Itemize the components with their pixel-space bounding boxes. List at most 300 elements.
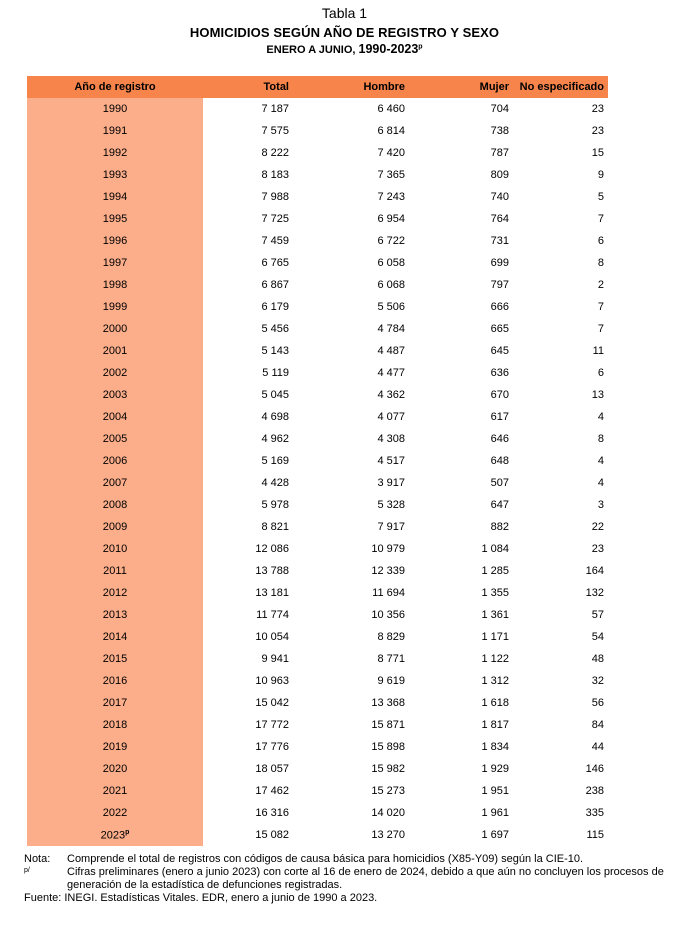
- column-header-mujer: Mujer: [409, 76, 513, 98]
- cell-total-value: 5 143: [261, 345, 289, 357]
- cell-year-value: 2019: [102, 741, 128, 753]
- cell-no-especificado-value: 54: [591, 631, 604, 643]
- table-row: [27, 648, 608, 670]
- cell-hombre-value: 5 328: [377, 499, 405, 511]
- cell-total-value: 6 765: [261, 257, 289, 269]
- cell-no-especificado: [513, 560, 608, 582]
- table-row: [27, 780, 608, 802]
- cell-year: [27, 428, 203, 450]
- cell-year: [27, 824, 203, 846]
- cell-hombre: [293, 296, 409, 318]
- cell-year: [27, 692, 203, 714]
- cell-mujer-value: 699: [490, 257, 509, 269]
- cell-hombre: [293, 758, 409, 780]
- cell-no-especificado-value: 146: [585, 763, 604, 775]
- cell-hombre: [293, 450, 409, 472]
- cell-total-value: 9 941: [261, 653, 289, 665]
- cell-hombre-value: 4 362: [377, 389, 405, 401]
- cell-year: [27, 318, 203, 340]
- cell-total: [203, 142, 293, 164]
- cell-no-especificado-value: 9: [597, 169, 604, 181]
- cell-total: [203, 164, 293, 186]
- cell-total: [203, 98, 293, 120]
- cell-hombre: [293, 780, 409, 802]
- year-superscript: p: [125, 828, 130, 836]
- cell-hombre: [293, 274, 409, 296]
- cell-total: [203, 494, 293, 516]
- source-row: [24, 892, 664, 905]
- cell-hombre-value: 15 982: [371, 763, 405, 775]
- cell-mujer-value: 764: [490, 213, 509, 225]
- cell-total: [203, 362, 293, 384]
- cell-total-value: 15 082: [255, 829, 289, 841]
- cell-no-especificado-value: 115: [586, 829, 604, 841]
- cell-mujer: [409, 670, 513, 692]
- cell-hombre-value: 6 814: [377, 125, 405, 137]
- cell-year-value: 2009: [102, 521, 128, 533]
- cell-total-value: 4 962: [261, 433, 289, 445]
- cell-mujer: [409, 208, 513, 230]
- table-row: [27, 670, 608, 692]
- cell-mujer: [409, 758, 513, 780]
- table-row: [27, 362, 608, 384]
- cell-total: [203, 780, 293, 802]
- cell-no-especificado: [513, 384, 608, 406]
- table-row: [27, 450, 608, 472]
- cell-total: [203, 450, 293, 472]
- cell-total: [203, 582, 293, 604]
- cell-total: [203, 384, 293, 406]
- cell-total: [203, 340, 293, 362]
- cell-mujer-value: 666: [490, 301, 509, 313]
- cell-mujer: [409, 692, 513, 714]
- cell-mujer: [409, 318, 513, 340]
- cell-hombre: [293, 384, 409, 406]
- cell-year: [27, 98, 203, 120]
- cell-hombre: [293, 98, 409, 120]
- cell-mujer: [409, 252, 513, 274]
- table-row: [27, 604, 608, 626]
- cell-mujer: [409, 142, 513, 164]
- table-row: [27, 538, 608, 560]
- cell-no-especificado: [513, 450, 608, 472]
- cell-year-value: 2018: [102, 719, 128, 731]
- cell-no-especificado: [513, 274, 608, 296]
- homicides-table: [27, 76, 608, 846]
- cell-hombre-value: 6 058: [377, 257, 405, 269]
- table-row: [27, 472, 608, 494]
- cell-year: [27, 362, 203, 384]
- cell-no-especificado-value: 23: [591, 103, 604, 115]
- cell-hombre: [293, 824, 409, 846]
- cell-mujer: [409, 472, 513, 494]
- table-row: [27, 274, 608, 296]
- cell-no-especificado-value: 84: [591, 719, 604, 731]
- cell-hombre-value: 4 517: [377, 455, 405, 467]
- cell-hombre-value: 7 365: [377, 169, 405, 181]
- cell-hombre: [293, 428, 409, 450]
- cell-total-value: 11 774: [256, 609, 289, 621]
- cell-no-especificado-value: 56: [591, 697, 604, 709]
- cell-no-especificado: [513, 780, 608, 802]
- cell-no-especificado-value: 132: [585, 587, 604, 599]
- cell-no-especificado-value: 3: [597, 499, 604, 511]
- cell-total: [203, 472, 293, 494]
- cell-no-especificado-value: 7: [597, 323, 604, 335]
- cell-hombre: [293, 318, 409, 340]
- cell-hombre: [293, 714, 409, 736]
- cell-total: [203, 670, 293, 692]
- cell-total: [203, 604, 293, 626]
- cell-no-especificado: [513, 252, 608, 274]
- cell-hombre-value: 4 308: [377, 433, 405, 445]
- cell-hombre-value: 8 771: [377, 653, 405, 665]
- table-notes: [24, 853, 664, 905]
- cell-mujer-value: 704: [490, 103, 509, 115]
- cell-hombre-value: 7 420: [377, 147, 405, 159]
- cell-mujer: [409, 494, 513, 516]
- cell-year: [27, 516, 203, 538]
- cell-year: [27, 648, 203, 670]
- cell-total-value: 6 867: [261, 279, 289, 291]
- cell-year: [27, 802, 203, 824]
- table-row: [27, 494, 608, 516]
- cell-hombre: [293, 186, 409, 208]
- cell-no-especificado: [513, 582, 608, 604]
- cell-no-especificado: [513, 296, 608, 318]
- cell-total: [203, 538, 293, 560]
- table-row: [27, 164, 608, 186]
- cell-total-value: 12 086: [255, 543, 289, 555]
- cell-total-value: 4 698: [261, 411, 289, 423]
- cell-no-especificado: [513, 670, 608, 692]
- cell-mujer-value: 617: [490, 411, 509, 423]
- cell-total-value: 10 054: [255, 631, 289, 643]
- cell-year-value: 2006: [102, 455, 128, 467]
- cell-no-especificado: [513, 318, 608, 340]
- cell-mujer-value: 882: [490, 521, 509, 533]
- cell-total-value: 13 181: [255, 587, 289, 599]
- cell-mujer: [409, 362, 513, 384]
- table-row: [27, 714, 608, 736]
- cell-mujer: [409, 736, 513, 758]
- cell-total: [203, 626, 293, 648]
- note-label: Nota:: [24, 853, 51, 865]
- table-row: [27, 252, 608, 274]
- cell-no-especificado: [513, 758, 608, 780]
- cell-mujer-value: 1 618: [481, 697, 509, 709]
- cell-hombre-value: 7 917: [377, 521, 405, 533]
- cell-no-especificado: [513, 692, 608, 714]
- cell-no-especificado: [513, 362, 608, 384]
- cell-mujer: [409, 604, 513, 626]
- cell-total-value: 16 316: [255, 807, 289, 819]
- cell-year-value: 1993: [102, 169, 128, 181]
- cell-mujer: [409, 230, 513, 252]
- cell-no-especificado: [513, 340, 608, 362]
- cell-no-especificado-value: 2: [597, 279, 604, 291]
- cell-mujer: [409, 648, 513, 670]
- cell-total: [203, 296, 293, 318]
- table-row: [27, 120, 608, 142]
- table-row: [27, 560, 608, 582]
- cell-no-especificado-value: 5: [597, 191, 604, 203]
- cell-mujer: [409, 560, 513, 582]
- cell-mujer-value: 1 312: [481, 675, 509, 687]
- cell-mujer-value: 1 355: [481, 587, 509, 599]
- cell-total-value: 7 459: [261, 235, 289, 247]
- cell-total-value: 17 776: [255, 741, 289, 753]
- cell-mujer: [409, 714, 513, 736]
- cell-hombre-value: 4 784: [377, 323, 405, 335]
- cell-mujer: [409, 384, 513, 406]
- cell-year-value: 2002: [102, 367, 128, 379]
- cell-mujer: [409, 428, 513, 450]
- cell-hombre: [293, 164, 409, 186]
- cell-hombre-value: 6 722: [377, 235, 405, 247]
- cell-mujer-value: 647: [490, 499, 509, 511]
- cell-year-value: 2001: [102, 345, 128, 357]
- cell-year: [27, 714, 203, 736]
- preliminary-label: p/: [24, 867, 30, 874]
- cell-year-value: 2022: [102, 807, 128, 819]
- cell-hombre: [293, 648, 409, 670]
- cell-no-especificado: [513, 538, 608, 560]
- cell-year-value: 2004: [102, 411, 128, 423]
- cell-year-value: 2000: [102, 323, 128, 335]
- cell-mujer-value: 1 817: [481, 719, 509, 731]
- table-row: [27, 340, 608, 362]
- cell-mujer: [409, 98, 513, 120]
- cell-no-especificado-value: 23: [591, 125, 604, 137]
- cell-total-value: 8 222: [261, 147, 289, 159]
- cell-total: [203, 428, 293, 450]
- table-row: [27, 296, 608, 318]
- cell-hombre-value: 11 694: [372, 587, 405, 599]
- table-row: [27, 692, 608, 714]
- cell-mujer: [409, 582, 513, 604]
- cell-mujer-value: 1 929: [481, 763, 509, 775]
- cell-year-value: 2023: [100, 829, 126, 842]
- cell-mujer-value: 740: [490, 191, 509, 203]
- cell-no-especificado-value: 4: [597, 455, 604, 467]
- cell-mujer-value: 1 285: [481, 565, 509, 577]
- cell-mujer: [409, 802, 513, 824]
- cell-mujer-value: 507: [490, 477, 509, 489]
- column-header-no-especificado: No especificado: [513, 76, 608, 98]
- table-subtitle: [0, 42, 689, 56]
- cell-no-especificado-value: 4: [597, 477, 604, 489]
- cell-year: [27, 472, 203, 494]
- cell-year: [27, 604, 203, 626]
- cell-total: [203, 120, 293, 142]
- cell-hombre: [293, 802, 409, 824]
- cell-total-value: 5 456: [261, 323, 289, 335]
- cell-year: [27, 384, 203, 406]
- cell-hombre-value: 4 077: [377, 411, 405, 423]
- cell-no-especificado: [513, 230, 608, 252]
- column-header-hombre: Hombre: [293, 76, 409, 98]
- cell-no-especificado-value: 15: [591, 147, 604, 159]
- cell-year: [27, 296, 203, 318]
- cell-total-value: 7 725: [261, 213, 289, 225]
- cell-mujer-value: 1 951: [481, 785, 509, 797]
- cell-no-especificado: [513, 142, 608, 164]
- cell-year-value: 2017: [102, 697, 128, 709]
- cell-no-especificado-value: 13: [591, 389, 604, 401]
- cell-mujer-value: 1 697: [481, 829, 509, 841]
- cell-hombre-value: 12 339: [371, 565, 405, 577]
- cell-no-especificado: [513, 98, 608, 120]
- cell-no-especificado-value: 48: [591, 653, 604, 665]
- cell-hombre: [293, 142, 409, 164]
- cell-mujer: [409, 164, 513, 186]
- cell-total: [203, 230, 293, 252]
- table-row: [27, 230, 608, 252]
- cell-total-value: 15 042: [255, 697, 289, 709]
- source-text: INEGI. Estadísticas Vitales. EDR, enero a junio de 1990 a 2023.: [64, 892, 378, 904]
- cell-no-especificado-value: 22: [591, 521, 604, 533]
- cell-total: [203, 824, 293, 846]
- cell-hombre: [293, 472, 409, 494]
- cell-total: [203, 208, 293, 230]
- cell-mujer-value: 731: [490, 235, 509, 247]
- cell-no-especificado: [513, 824, 608, 846]
- cell-year: [27, 120, 203, 142]
- column-header-total: Total: [203, 76, 293, 98]
- cell-year: [27, 758, 203, 780]
- cell-year: [27, 164, 203, 186]
- cell-no-especificado: [513, 714, 608, 736]
- cell-year-value: 1996: [102, 235, 128, 247]
- cell-total: [203, 736, 293, 758]
- cell-total-value: 7 187: [261, 103, 289, 115]
- table-row: [27, 824, 608, 846]
- cell-total-value: 5 978: [261, 499, 289, 511]
- cell-mujer-value: 1 084: [481, 543, 509, 555]
- cell-hombre-value: 3 917: [377, 477, 405, 489]
- cell-total-value: 5 119: [262, 367, 289, 379]
- cell-hombre: [293, 582, 409, 604]
- cell-mujer-value: 670: [490, 389, 509, 401]
- cell-no-especificado: [513, 406, 608, 428]
- cell-mujer-value: 1 361: [481, 609, 509, 621]
- cell-no-especificado-value: 44: [591, 741, 604, 753]
- cell-year-value: 1991: [102, 125, 128, 137]
- table-row: [27, 98, 608, 120]
- cell-no-especificado: [513, 626, 608, 648]
- cell-year-value: 2011: [103, 565, 127, 577]
- cell-total-value: 13 788: [255, 565, 289, 577]
- cell-mujer-value: 636: [490, 367, 509, 379]
- cell-total-value: 18 057: [255, 763, 289, 775]
- cell-total: [203, 758, 293, 780]
- cell-total-value: 7 988: [261, 191, 289, 203]
- cell-mujer: [409, 780, 513, 802]
- cell-no-especificado-value: 7: [597, 301, 604, 313]
- cell-year-value: 2005: [102, 433, 128, 445]
- cell-year-value: 1998: [102, 279, 128, 291]
- cell-no-especificado: [513, 120, 608, 142]
- cell-total: [203, 318, 293, 340]
- cell-no-especificado: [513, 494, 608, 516]
- cell-hombre: [293, 516, 409, 538]
- table-row: [27, 802, 608, 824]
- cell-year-value: 1994: [102, 191, 128, 203]
- cell-no-especificado: [513, 208, 608, 230]
- cell-mujer: [409, 538, 513, 560]
- cell-total: [203, 406, 293, 428]
- table-row: [27, 626, 608, 648]
- cell-hombre-value: 13 368: [371, 697, 405, 709]
- cell-hombre: [293, 120, 409, 142]
- cell-no-especificado-value: 32: [591, 675, 604, 687]
- cell-mujer-value: 809: [490, 169, 509, 181]
- cell-no-especificado: [513, 164, 608, 186]
- cell-year-value: 2010: [102, 543, 128, 555]
- note-text: [67, 853, 664, 866]
- cell-hombre: [293, 252, 409, 274]
- cell-year: [27, 626, 203, 648]
- cell-no-especificado: [513, 516, 608, 538]
- cell-mujer-value: 738: [490, 125, 509, 137]
- table-header-row: [27, 76, 608, 98]
- cell-year-value: 2020: [102, 763, 128, 775]
- cell-total: [203, 186, 293, 208]
- cell-hombre: [293, 340, 409, 362]
- cell-hombre: [293, 670, 409, 692]
- preliminary-note-row: [24, 866, 664, 892]
- cell-year: [27, 340, 203, 362]
- cell-no-especificado: [513, 802, 608, 824]
- cell-year: [27, 582, 203, 604]
- cell-year-value: 2007: [102, 477, 128, 489]
- cell-total: [203, 274, 293, 296]
- cell-total-value: 8 183: [261, 169, 289, 181]
- cell-total-value: 17 462: [255, 785, 289, 797]
- cell-mujer: [409, 274, 513, 296]
- cell-total: [203, 648, 293, 670]
- cell-total-value: 4 428: [261, 477, 289, 489]
- cell-total: [203, 714, 293, 736]
- subtitle-years: 1990-2023: [358, 42, 419, 56]
- cell-no-especificado-value: 335: [585, 807, 604, 819]
- cell-mujer: [409, 824, 513, 846]
- table-row: [27, 428, 608, 450]
- cell-mujer-value: 1 961: [481, 807, 509, 819]
- cell-total: [203, 560, 293, 582]
- cell-no-especificado: [513, 472, 608, 494]
- cell-hombre: [293, 494, 409, 516]
- table-row: [27, 736, 608, 758]
- cell-hombre-value: 8 829: [377, 631, 405, 643]
- cell-hombre: [293, 604, 409, 626]
- cell-hombre: [293, 230, 409, 252]
- cell-hombre-value: 15 871: [371, 719, 405, 731]
- cell-year-value: 1992: [102, 147, 128, 159]
- cell-year: [27, 274, 203, 296]
- preliminary-text: Cifras preliminares (enero a junio 2023) con corte al 16 de enero de 2024, debido a que aún no concluyen los procesos de generación de la estadística de defunciones registradas.: [67, 866, 664, 891]
- cell-year: [27, 208, 203, 230]
- cell-mujer-value: 646: [490, 433, 509, 445]
- subtitle-superscript: p: [418, 43, 423, 51]
- cell-mujer: [409, 626, 513, 648]
- cell-no-especificado: [513, 648, 608, 670]
- cell-year: [27, 780, 203, 802]
- cell-hombre: [293, 736, 409, 758]
- cell-year-value: 2014: [102, 631, 128, 643]
- cell-no-especificado: [513, 428, 608, 450]
